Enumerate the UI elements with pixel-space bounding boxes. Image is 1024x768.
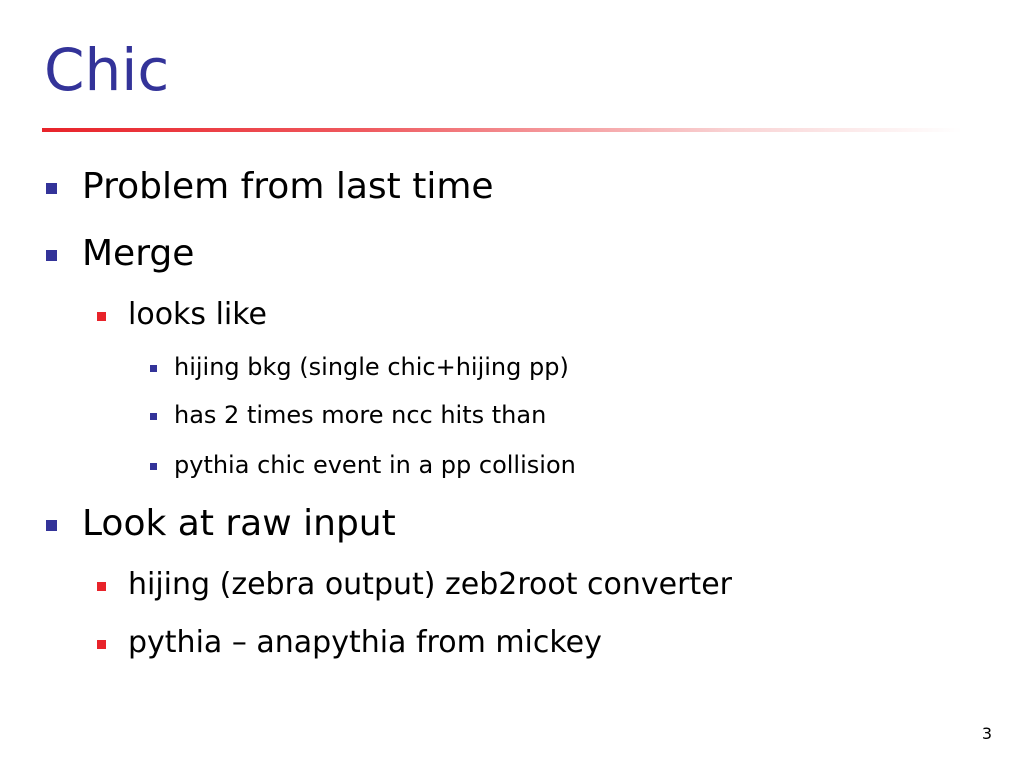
title-divider: [42, 128, 962, 132]
square-bullet-icon: [150, 463, 157, 470]
square-bullet-icon: [46, 250, 57, 261]
bullet-text: looks like: [128, 297, 268, 332]
square-bullet-icon: [97, 312, 106, 321]
bullet-text: pythia chic event in a pp collision: [174, 451, 576, 479]
square-bullet-icon: [97, 640, 106, 649]
square-bullet-icon: [97, 582, 106, 591]
bullet-text: Problem from last time: [82, 166, 494, 207]
square-bullet-icon: [46, 183, 57, 194]
bullet-text: Look at raw input: [82, 503, 396, 544]
bullet-text: pythia – anapythia from mickey: [128, 625, 602, 660]
square-bullet-icon: [150, 413, 157, 420]
bullet-text: hijing (zebra output) zeb2root converter: [128, 567, 732, 602]
square-bullet-icon: [46, 520, 57, 531]
bullet-text: Merge: [82, 233, 195, 274]
slide-number: 3: [981, 724, 992, 743]
slide-title: Chic: [44, 36, 170, 104]
bullet-text: hijing bkg (single chic+hijing pp): [174, 353, 569, 381]
bullet-text: has 2 times more ncc hits than: [174, 401, 547, 429]
square-bullet-icon: [150, 365, 157, 372]
